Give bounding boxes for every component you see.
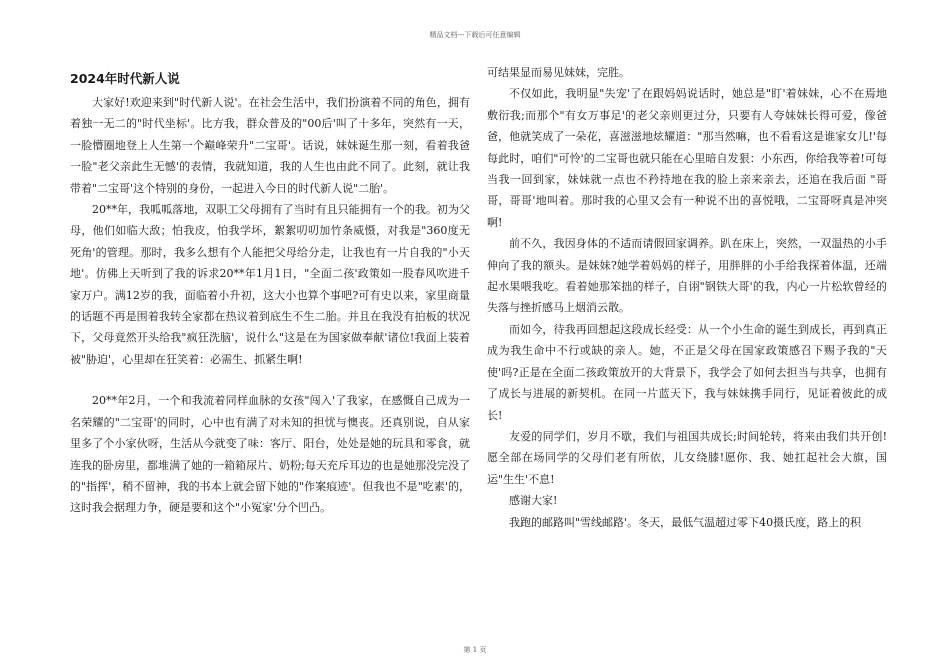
paragraph-gap — [70, 370, 470, 390]
paragraph: 20**年，我呱呱落地，双职工父母拥有了当时有且只能拥有一个的我。初为父母，他们如临大敌；怕我皮，怕我学坏，絮絮叨叨加竹条威慑，对我是"360度无死角'的管理。那时，我多么想有个人能把父母给分走，让我也有一片自我的"小天地'。仿佛上天听到了我的诉求20**年1月1日，"全面二孩'政策如一股春风吹进千家万户。满12岁的我，面临着小升初，这大小也算个事吧?可有史以来，家里商量 的话题不再是围着我转全家都在热议着到底生不生二胎。并且在我没有拍板的状况下，父母竟然开头给我"疯狂洗脑'，说什么"这是在为国家做奉献'诸位!我面上装着被"胁迫'，心里却在狂笑着：必需生、抓紧生啊! — [70, 203, 470, 366]
page-header: 精品文档---下载后可任意编辑 — [429, 31, 521, 39]
left-column — [70, 62, 470, 519]
paragraph: 大家好!欢迎来到"时代新人说'。在社会生活中，我们扮演着不同的角色，拥有着独一无二的"时代坐标'。比方我，群众普及的"00后'叫了十多年，突然有一天，一脸懵圈地登上人生第一个巅峰荣升"二宝哥'。话说，妹妹诞生那一刻，看着我爸一脸"老父亲此生无憾'的表情，我就知道，我的人生也由此不同了。此刻，就让我带着"二宝哥'这个特别的身份，一起进入今日的时代新人说"二胎'。 — [70, 96, 470, 195]
paragraph: 20**年2月，一个和我流着同样血脉的女孩"闯入'了我家，在感慨自己成为一名荣耀的"二宝哥'的同时，心中也有满了对未知的担忧与懊丧。还真别说，自从家里多了个小家伙呀，生活从今就变了味：客厅、阳台，处处是她的玩具和零食，就连我的卧房里，都堆满了她的一箱箱尿片、奶粉;每天充斥耳边的也是她那没完没了的"指挥'，稍不留神，我的书本上就会留下她的"作案痕迹'。但我也不是"吃素'的，这时我会据理力争，硬是要和这个"小冤家'分个凹凸。 — [70, 394, 470, 515]
paragraph: 感谢大家! — [509, 494, 558, 508]
document-title: 2024年时代新人说 — [70, 71, 180, 86]
paragraph: 我跑的邮路叫"雪线邮路'。冬天，最低气温超过零下40摄氏度，路上的积 — [509, 515, 862, 529]
right-column — [487, 62, 887, 533]
paragraph: 可结果显而易见妹妹，完胜。 — [487, 66, 630, 79]
paragraph: 前不久，我因身体的不适而请假回家调养。趴在床上，突然，一双温热的小手伸向了我的额头。是妹妹?她学着妈妈的样子，用胖胖的小手给我探着体温，还端起水果喂我吃。看着她那笨拙的样子，自诩"钢铁大哥'的我，内心一片松软曾经的失落与挫折感马上烟消云散。 — [487, 237, 887, 315]
paragraph: 而如今，待我再回想起这段成长经受：从一个小生命的诞生到成长，再到真正成为我生命中不行或缺的亲人。她，不正是父母在国家政策感召下赐予我的"天使'吗?正是在全面二孩政策放开的大背景下，我学会了如何去担当与共享，也拥有了成长与进展的新契机。在同一片蓝天下，我与妹妹携手同行，见证着彼此的成长! — [487, 322, 887, 422]
paragraph: 不仅如此，我明显"失宠'了在跟妈妈说话时，她总是"盯'着妹妹，心不在焉地敷衍我;而那个"有女万事足'的老父亲则更过分，只要有人夸妹妹长得可爱，像爸爸，他就笑成了一朵花，喜滋滋地炫耀道："那当然嘛，也不看看这是谁家女儿!'每每此时，咱们"可怜'的二宝哥也就只能在心里暗自发狠：小东西，你给我等着!可每当我一回到家，妹妹就一点也不矜持地在我的脸上亲来亲去，还追在我后面 "哥哥，哥哥'地叫着。那时我的心里又会有一种说不出的喜悦哦，二宝哥呀真是冲突啊! — [487, 87, 887, 229]
paragraph: 友爱的同学们，岁月不歇，我们与祖国共成长;时间轮转，将来由我们共开创!愿全部在场同学的父母们老有所依，儿女绕膝!愿你、我、她扛起社会大旗，国运"生生'不息! — [487, 429, 887, 486]
page-footer: 第 1 页 — [463, 646, 487, 654]
